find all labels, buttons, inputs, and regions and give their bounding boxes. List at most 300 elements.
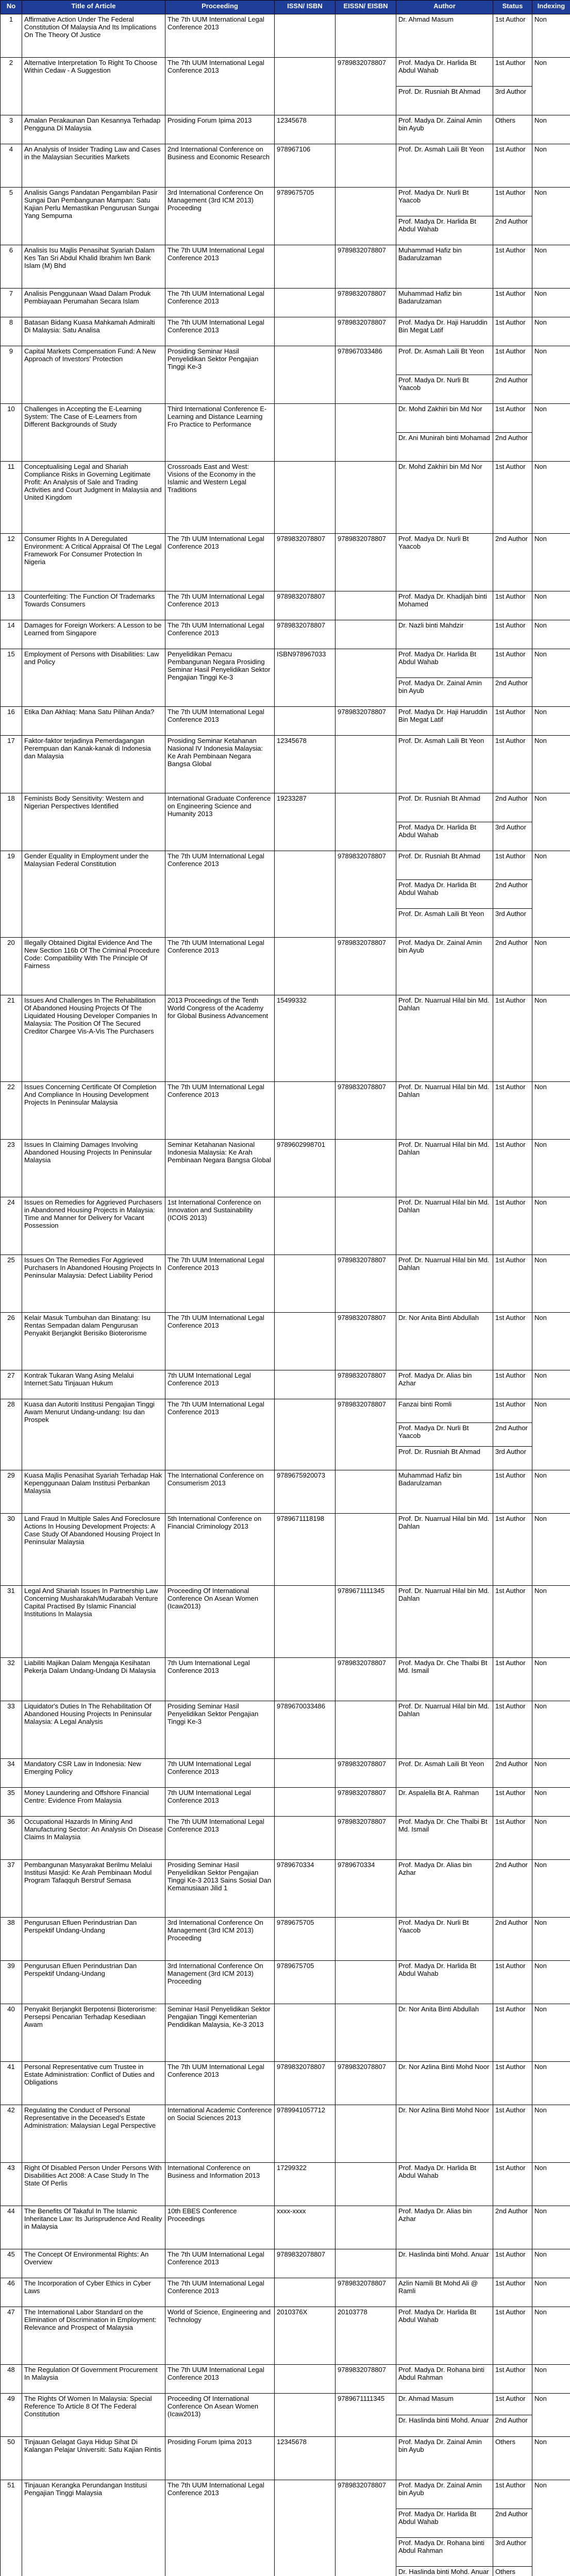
article-title: Gender Equality in Employment under the Malaysian Federal Constitution	[22, 851, 165, 938]
issn-isbn	[275, 1255, 336, 1313]
author-status: 1st Author	[493, 736, 532, 793]
article-title: Damages for Foreign Workers: A Lesson to be Learned from Singapore	[22, 620, 165, 649]
article-title: Etika Dan Akhlaq: Mana Satu Pilihan Anda?	[22, 707, 165, 736]
author-name: Prof. Dr. Nuarrual Hilal bin Md. Dahlan	[396, 1082, 493, 1140]
author-name: Dr. Mohd Zakhiri bin Md Nor	[396, 462, 493, 534]
row-number: 23	[1, 1140, 22, 1197]
indexing-value: Non	[532, 851, 570, 938]
table-row	[1, 2480, 570, 2509]
proceeding-name: The 7th UUM International Legal Conference 2013	[165, 851, 275, 938]
proceeding-name: Seminar Hasil Penyelidikan Sektor Pengajian Tinggi Kementerian Pendidikan Malaysia, Ke-3 2013	[165, 2004, 275, 2062]
article-title: Occupational Hazards In Mining And Manufacturing Sector: An Analysis On Disease Claims In Malaysia	[22, 1817, 165, 1860]
proceeding-name: The 7th UUM International Legal Conference 2013	[165, 245, 275, 289]
article-title: Issues Concerning Certificate Of Completion And Compliance In Housing Development Projects In Peninsular Malaysia	[22, 1082, 165, 1140]
article-title: Capital Markets Compensation Fund: A New Approach of Investors' Protection	[22, 346, 165, 404]
eissn-eisbn: 9789832078807	[336, 2480, 396, 2576]
indexing-value: Non	[532, 1470, 570, 1514]
author-status: 1st Author	[493, 1514, 532, 1586]
author-status: 1st Author	[493, 317, 532, 346]
indexing-value: Non	[532, 620, 570, 649]
author-name: Prof. Madya Dr. Alias bin Azhar	[396, 2206, 493, 2249]
proceeding-name: Prosiding Seminar Hasil Penyelidikan Sektor Pengajian Tinggi Ke-3 2013 Sains Sosial Dan Kemanusiaan Jilid 1	[165, 1860, 275, 1918]
row-number: 37	[1, 1860, 22, 1918]
indexing-value: Non	[532, 1514, 570, 1586]
author-status: 1st Author	[493, 289, 532, 317]
proceeding-name: 5th International Conference on Financial Criminology 2013	[165, 1514, 275, 1586]
eissn-eisbn: 9789832078807	[336, 1817, 396, 1860]
article-title: Issues In Claiming Damages Involving Abandoned Housing Projects In Peninsular Malaysia	[22, 1140, 165, 1197]
article-title: Tinjauan Gelagat Gaya Hidup Sihat Di Kalangan Pelajar Universiti: Satu Kajian Rintis	[22, 2437, 165, 2480]
table-row	[1, 2249, 570, 2278]
indexing-value: Non	[532, 1370, 570, 1399]
indexing-value: Non	[532, 245, 570, 289]
author-status: 1st Author	[493, 2394, 532, 2415]
issn-isbn: 9789832078807	[275, 2062, 336, 2105]
row-number: 1	[1, 14, 22, 58]
table-row	[1, 1399, 570, 1423]
author-status: 1st Author	[493, 1788, 532, 1817]
author-name: Dr. Nor Anita Binti Abdullah	[396, 2004, 493, 2062]
indexing-value: Non	[532, 1918, 570, 1961]
author-name: Dr. Ani Munirah binti Mohamad	[396, 433, 493, 462]
indexing-value: Non	[532, 1399, 570, 1470]
proceeding-name: International Academic Conference on Social Sciences 2013	[165, 2105, 275, 2163]
proceeding-name: Proceeding Of International Conference On Asean Women (Icaw2013)	[165, 1586, 275, 1658]
author-name: Prof. Madya Dr. Nurli Bt Yaacob	[396, 1918, 493, 1961]
table-row	[1, 14, 570, 58]
article-title: Conceptualising Legal and Shariah Compliance Risks in Governing Legitimate Profit: An Analysis of Sale and Trading Activities and Court Judgment in Malaysia and United Kingdom	[22, 462, 165, 534]
author-name: Prof. Madya Dr. Zainal Amin bin Ayub	[396, 678, 493, 707]
author-name: Prof. Madya Dr. Zainal Amin bin Ayub	[396, 2437, 493, 2480]
indexing-value: Non	[532, 188, 570, 245]
author-status: 2nd Author	[493, 2415, 532, 2437]
author-name: Muhammad Hafiz bin Badarulzaman	[396, 1470, 493, 1514]
table-row	[1, 2307, 570, 2365]
author-status: 3rd Author	[493, 2538, 532, 2567]
proceeding-name: The 7th UUM International Legal Conference 2013	[165, 1255, 275, 1313]
author-status: 1st Author	[493, 14, 532, 58]
author-status: 1st Author	[493, 620, 532, 649]
author-name: Prof. Dr. Nuarrual Hilal bin Md. Dahlan	[396, 1255, 493, 1313]
proceeding-name: Prosiding Seminar Hasil Penyelidikan Sektor Pengajian Tinggi Ke-3	[165, 346, 275, 404]
table-row	[1, 2105, 570, 2163]
table-row	[1, 317, 570, 346]
eissn-eisbn: 9789832078807	[336, 245, 396, 289]
author-name: Muhammad Hafiz bin Badarulzaman	[396, 289, 493, 317]
issn-isbn	[275, 1082, 336, 1140]
table-row	[1, 534, 570, 591]
article-title: Issues on Remedies for Aggrieved Purchasers in Abandoned Housing Projects in Malaysia: Time and Manner for Delivery for Vacant Possession	[22, 1197, 165, 1255]
author-status: 2nd Author	[493, 433, 532, 462]
indexing-value: Non	[532, 1586, 570, 1658]
proceeding-name: Proceeding Of International Conference On Asean Women (Icaw2013)	[165, 2394, 275, 2437]
article-title: Analisis Isu Majlis Penasihat Syariah Dalam Kes Tan Sri Abdul Khalid Ibrahim lwn Bank Islam (M) Bhd	[22, 245, 165, 289]
issn-isbn: xxxx-xxxx	[275, 2206, 336, 2249]
author-status: 2nd Author	[493, 375, 532, 404]
proceeding-name: 3rd International Conference On Management (3rd ICM 2013) Proceeding	[165, 1918, 275, 1961]
author-status: 1st Author	[493, 1399, 532, 1423]
article-title: Issues On The Remedies For Aggrieved Purchasers In Abandoned Housing Projects In Peninsular Malaysia: Defect Liability Period	[22, 1255, 165, 1313]
proceeding-name: 2nd International Conference on Business and Economic Research	[165, 144, 275, 188]
indexing-value: Non	[532, 2437, 570, 2480]
row-number: 26	[1, 1313, 22, 1370]
table-row	[1, 2062, 570, 2105]
proceeding-name: Seminar Ketahanan Nasional Indonesia Malaysia: Ke Arah Pembinaan Negara Bangsa Global	[165, 1140, 275, 1197]
eissn-eisbn	[336, 736, 396, 793]
eissn-eisbn: 9789832078807	[336, 1788, 396, 1817]
article-title: The Benefits Of Takaful In The Islamic Inheritance Law: Its Jurisprudence And Reality in Malaysia	[22, 2206, 165, 2249]
issn-isbn	[275, 346, 336, 404]
row-number: 38	[1, 1918, 22, 1961]
article-title: Land Fraud In Multiple Sales And Foreclosure Actions In Housing Development Projects: A Case Study Of Abandoned Housing Project In Peninsular Malaysia	[22, 1514, 165, 1586]
row-number: 21	[1, 995, 22, 1082]
row-number: 16	[1, 707, 22, 736]
row-number: 36	[1, 1817, 22, 1860]
issn-isbn: 19233287	[275, 793, 336, 851]
article-title: Regulating the Conduct of Personal Representative in the Deceased's Estate Administration: Malaysian Legal Perspective	[22, 2105, 165, 2163]
row-number: 6	[1, 245, 22, 289]
author-name: Dr. Aspalella Bt A. Rahman	[396, 1788, 493, 1817]
eissn-eisbn	[336, 1961, 396, 2004]
indexing-value: Non	[532, 2307, 570, 2365]
article-title: Pembangunan Masyarakat Berilmu Melalui Institusi Masjid: Ke Arah Pembinaan Modul Program Tafaqquh Berstruf Semasa	[22, 1860, 165, 1918]
row-number: 20	[1, 938, 22, 995]
issn-isbn: ISBN978967033	[275, 649, 336, 707]
eissn-eisbn: 9789832078807	[336, 938, 396, 995]
author-status: 1st Author	[493, 58, 532, 87]
author-name: Prof. Madya Dr. Harlida Bt Abdul Wahab	[396, 2509, 493, 2538]
issn-isbn: 9789670033486	[275, 1701, 336, 1759]
author-name: Prof. Madya Dr. Alias bin Azhar	[396, 1860, 493, 1918]
author-name: Dr. Nor Azlina Binti Mohd Noor	[396, 2105, 493, 2163]
author-status: 1st Author	[493, 2278, 532, 2307]
article-title: The Rights Of Women In Malaysia: Special Reference To Article 8 Of The Federal Constitution	[22, 2394, 165, 2437]
proceeding-name: The 7th UUM International Legal Conference 2013	[165, 1082, 275, 1140]
article-title: Penyakit Berjangkit Berpotensi Bioterorisme: Persepsi Pencarian Terhadap Kesediaan Awam	[22, 2004, 165, 2062]
proceeding-name: 7th Uum International Legal Conference 2013	[165, 1658, 275, 1701]
author-status: 1st Author	[493, 2480, 532, 2509]
table-row	[1, 58, 570, 87]
author-status: 2nd Author	[493, 2206, 532, 2249]
article-title: Kontrak Tukaran Wang Asing Melalui Internet:Satu Tinjauan Hukum	[22, 1370, 165, 1399]
row-number: 48	[1, 2365, 22, 2394]
author-name: Prof. Dr. Rusniah Bt Ahmad	[396, 851, 493, 880]
author-name: Dr. Haslinda binti Mohd. Anuar	[396, 2249, 493, 2278]
issn-isbn	[275, 317, 336, 346]
author-status: 1st Author	[493, 1817, 532, 1860]
table-row	[1, 1140, 570, 1197]
eissn-eisbn	[336, 1140, 396, 1197]
indexing-value: Non	[532, 2249, 570, 2278]
row-number: 27	[1, 1370, 22, 1399]
indexing-value: Non	[532, 2163, 570, 2206]
header-no: No	[1, 1, 22, 14]
article-title: The International Labor Standard on the Elimination of Discrimination in Employment: Relevance and Prospect of Malaysia	[22, 2307, 165, 2365]
author-status: 1st Author	[493, 2307, 532, 2365]
author-name: Prof. Dr. Nuarrual Hilal bin Md. Dahlan	[396, 1197, 493, 1255]
author-status: 1st Author	[493, 707, 532, 736]
row-number: 34	[1, 1759, 22, 1788]
article-title: Employment of Persons with Disabilities: Law and Policy	[22, 649, 165, 707]
row-number: 11	[1, 462, 22, 534]
author-status: 2nd Author	[493, 938, 532, 995]
table-row	[1, 1658, 570, 1701]
article-title: Issues And Challenges In The Rehabilitation Of Abandoned Housing Projects Of The Liquidated Housing Developer Companies In Malaysia: The Position Of The Secured Creditor Chargee Vis-A-Vis The Purchasers	[22, 995, 165, 1082]
indexing-value: Non	[532, 1082, 570, 1140]
author-status: 1st Author	[493, 245, 532, 289]
proceeding-name: 10th EBES Conference Proceedings	[165, 2206, 275, 2249]
article-title: Amalan Perakaunan Dan Kesannya Terhadap Pengguna Di Malaysia	[22, 115, 165, 144]
issn-isbn: 9789675705	[275, 1961, 336, 2004]
author-name: Prof. Dr. Asmah Laili Bt Yeon	[396, 346, 493, 375]
table-row	[1, 1759, 570, 1788]
author-name: Prof. Madya Dr. Nurli Bt Yaacob	[396, 534, 493, 591]
author-name: Prof. Madya Dr. Nurli Bt Yaacob	[396, 375, 493, 404]
author-name: Dr. Nor Azlina Binti Mohd Noor	[396, 2062, 493, 2105]
table-row	[1, 591, 570, 620]
eissn-eisbn: 9789832078807	[336, 289, 396, 317]
author-name: Prof. Madya Dr. Zainal Amin bin Ayub	[396, 115, 493, 144]
author-name: Prof. Madya Dr. Rohana binti Abdul Rahman	[396, 2365, 493, 2394]
proceeding-name: 1st International Conference on Innovation and Sustainability (ICOIS 2013)	[165, 1197, 275, 1255]
author-status: 3rd Author	[493, 1447, 532, 1470]
indexing-value: Non	[532, 2105, 570, 2163]
row-number: 44	[1, 2206, 22, 2249]
table-row	[1, 2163, 570, 2206]
author-status: 2nd Author	[493, 793, 532, 822]
indexing-value: Non	[532, 1255, 570, 1313]
row-number: 7	[1, 289, 22, 317]
author-name: Prof. Dr. Rusniah Bt Ahmad	[396, 793, 493, 822]
author-name: Prof. Madya Dr. Alias bin Azhar	[396, 1370, 493, 1399]
table-row	[1, 1701, 570, 1759]
author-name: Prof. Dr. Asmah Laili Bt Yeon	[396, 144, 493, 188]
row-number: 49	[1, 2394, 22, 2437]
row-number: 15	[1, 649, 22, 707]
author-name: Prof. Dr. Rusniah Bt Ahmad	[396, 1447, 493, 1470]
proceeding-name: The 7th UUM International Legal Conference 2013	[165, 1399, 275, 1470]
issn-isbn: 2010376X	[275, 2307, 336, 2365]
indexing-value: Non	[532, 462, 570, 534]
table-row	[1, 245, 570, 289]
table-row	[1, 289, 570, 317]
proceeding-name: Third International Conference E-Learning and Distance Learning Fro Practice to Performance	[165, 404, 275, 462]
proceeding-name: 7th UUM International Legal Conference 2013	[165, 1759, 275, 1788]
indexing-value: Non	[532, 346, 570, 404]
table-row	[1, 1918, 570, 1961]
author-name: Prof. Dr. Asmah Laili Bt Yeon	[396, 1759, 493, 1788]
author-status: 1st Author	[493, 1701, 532, 1759]
issn-isbn: 9789675705	[275, 188, 336, 245]
author-status: 1st Author	[493, 462, 532, 534]
author-status: 1st Author	[493, 2365, 532, 2394]
issn-isbn: 9789832078807	[275, 591, 336, 620]
proceeding-name: 7th UUM International Legal Conference 2013	[165, 1370, 275, 1399]
proceeding-name: 2013 Proceedings of the Tenth World Congress of the Academy for Global Business Advancement	[165, 995, 275, 1082]
eissn-eisbn: 9789832078807	[336, 58, 396, 115]
issn-isbn	[275, 1370, 336, 1399]
eissn-eisbn	[336, 2437, 396, 2480]
indexing-value: Non	[532, 736, 570, 793]
article-title: The Regulation Of Government Procurement In Malaysia	[22, 2365, 165, 2394]
proceeding-name: Prosiding Seminar Ketahanan Nasional IV Indonesia Malaysia: Ke Arah Pembinaan Negara Bangsa Global	[165, 736, 275, 793]
row-number: 30	[1, 1514, 22, 1586]
eissn-eisbn	[336, 115, 396, 144]
author-status: 1st Author	[493, 1140, 532, 1197]
eissn-eisbn	[336, 620, 396, 649]
table-row	[1, 2206, 570, 2249]
proceeding-name: 3rd International Conference On Management (3rd ICM 2013) Proceeding	[165, 188, 275, 245]
author-name: Prof. Dr. Nuarrual Hilal bin Md. Dahlan	[396, 1701, 493, 1759]
row-number: 28	[1, 1399, 22, 1470]
article-title: Pengurusan Efluen Perindustrian Dan Perspektif Undang-Undang	[22, 1961, 165, 2004]
row-number: 50	[1, 2437, 22, 2480]
proceeding-name: The International Conference on Consumerism 2013	[165, 1470, 275, 1514]
eissn-eisbn: 9789832078807	[336, 2062, 396, 2105]
author-status: 1st Author	[493, 591, 532, 620]
table-row	[1, 793, 570, 822]
header-status: Status	[493, 1, 532, 14]
author-name: Dr. Nazli binti Mahdzir	[396, 620, 493, 649]
eissn-eisbn: 9789832078807	[336, 1658, 396, 1701]
table-row	[1, 736, 570, 793]
issn-isbn	[275, 2004, 336, 2062]
eissn-eisbn: 9789671111345	[336, 1586, 396, 1658]
author-status: 3rd Author	[493, 87, 532, 115]
author-status: 1st Author	[493, 188, 532, 216]
author-name: Prof. Madya Dr. Che Thalbi Bt Md. Ismail	[396, 1817, 493, 1860]
issn-isbn	[275, 404, 336, 462]
row-number: 4	[1, 144, 22, 188]
eissn-eisbn	[336, 649, 396, 707]
article-title: Liquidator's Duties In The Rehabilitation Of Abandoned Housing Projects In Peninsular Malaysia: A Legal Analysis	[22, 1701, 165, 1759]
table-row	[1, 2365, 570, 2394]
row-number: 31	[1, 1586, 22, 1658]
eissn-eisbn: 9789832078807	[336, 1313, 396, 1370]
proceeding-name: The 7th UUM International Legal Conference 2013	[165, 289, 275, 317]
author-name: Prof. Madya Dr. Harlida Bt Abdul Wahab	[396, 2163, 493, 2206]
author-status: 1st Author	[493, 2105, 532, 2163]
article-title: Counterfeiting: The Function Of Trademarks Towards Consumers	[22, 591, 165, 620]
table-row	[1, 1514, 570, 1586]
author-name: Fanzai binti Romli	[396, 1399, 493, 1423]
author-name: Prof. Dr. Asmah Laili Bt Yeon	[396, 909, 493, 938]
indexing-value: Non	[532, 1759, 570, 1788]
issn-isbn	[275, 2394, 336, 2437]
eissn-eisbn	[336, 14, 396, 58]
proceeding-name: The 7th UUM International Legal Conference 2013	[165, 2480, 275, 2576]
proceeding-name: The 7th UUM International Legal Conference 2013	[165, 317, 275, 346]
article-title: Analisis Gangs Pandatan Pengambilan Pasir Sungai Dan Pembangunan Mampan: Satu Kajian Perlu Memastikan Pengurusan Sungai Yang Sempurna	[22, 188, 165, 245]
row-number: 22	[1, 1082, 22, 1140]
author-name: Prof. Madya Dr. Haji Haruddin Bin Megat Latif	[396, 317, 493, 346]
eissn-eisbn	[336, 1470, 396, 1514]
table-row	[1, 144, 570, 188]
author-name: Dr. Haslinda binti Mohd. Anuar	[396, 2567, 493, 2576]
table-row	[1, 462, 570, 534]
author-status: 1st Author	[493, 404, 532, 433]
indexing-value: Non	[532, 2365, 570, 2394]
row-number: 39	[1, 1961, 22, 2004]
issn-isbn	[275, 1788, 336, 1817]
indexing-value: Non	[532, 1658, 570, 1701]
article-title: Personal Representative cum Trustee in Estate Administration: Conflict of Duties and Obligations	[22, 2062, 165, 2105]
table-row	[1, 1470, 570, 1514]
author-status: 1st Author	[493, 2004, 532, 2062]
table-row	[1, 707, 570, 736]
author-status: 2nd Author	[493, 2509, 532, 2538]
indexing-value: Non	[532, 649, 570, 707]
indexing-value: Non	[532, 2278, 570, 2307]
author-name: Dr. Mohd Zakhiri bin Md Nor	[396, 404, 493, 433]
table-row	[1, 1860, 570, 1918]
table-row	[1, 1586, 570, 1658]
article-title: Feminists Body Sensitivity: Western and Nigerian Perspectives Identified	[22, 793, 165, 851]
eissn-eisbn	[336, 2004, 396, 2062]
author-status: 1st Author	[493, 1370, 532, 1399]
issn-isbn	[275, 1586, 336, 1658]
row-number: 25	[1, 1255, 22, 1313]
table-body	[1, 14, 570, 2576]
issn-isbn: 12345678	[275, 115, 336, 144]
eissn-eisbn	[336, 2206, 396, 2249]
issn-isbn	[275, 58, 336, 115]
article-title: Illegally Obtained Digital Evidence And The New Section 116b Of The Criminal Procedure Code: Compatibility With The Principle Of Fairness	[22, 938, 165, 995]
issn-isbn: 12345678	[275, 736, 336, 793]
proceeding-name: The 7th UUM International Legal Conference 2013	[165, 938, 275, 995]
article-title: Kuasa Majlis Penasihat Syariah Terhadap Hak Kepenggunaan Dalam Institusi Perbankan Malaysia	[22, 1470, 165, 1514]
issn-isbn	[275, 462, 336, 534]
issn-isbn: 9789671118198	[275, 1514, 336, 1586]
eissn-eisbn	[336, 1918, 396, 1961]
author-name: Prof. Dr. Nuarrual Hilal bin Md. Dahlan	[396, 1514, 493, 1586]
header-row	[1, 1, 570, 14]
indexing-value: Non	[532, 793, 570, 851]
article-title: Consumer Rights In A Deregulated Environment: A Critical Appraisal Of The Legal Framework For Consumer Protection In Nigeria	[22, 534, 165, 591]
eissn-eisbn	[336, 144, 396, 188]
row-number: 29	[1, 1470, 22, 1514]
author-status: 1st Author	[493, 1586, 532, 1658]
article-title: Mandatory CSR Law in Indonesia: New Emerging Policy	[22, 1759, 165, 1788]
eissn-eisbn: 9789832078807	[336, 534, 396, 591]
eissn-eisbn: 9789832078807	[336, 317, 396, 346]
author-name: Prof. Madya Dr. Zainal Amin bin Ayub	[396, 2480, 493, 2509]
issn-isbn: 12345678	[275, 2437, 336, 2480]
author-status: 1st Author	[493, 1961, 532, 2004]
table-row	[1, 2394, 570, 2415]
issn-isbn	[275, 289, 336, 317]
author-status: 1st Author	[493, 2163, 532, 2206]
proceeding-name: Prosiding Forum Ipima 2013	[165, 2437, 275, 2480]
table-row	[1, 649, 570, 678]
issn-isbn	[275, 2278, 336, 2307]
author-name: Prof. Dr. Nuarrual Hilal bin Md. Dahlan	[396, 1140, 493, 1197]
author-name: Prof. Madya Dr. Zainal Amin bin Ayub	[396, 938, 493, 995]
indexing-value: Non	[532, 289, 570, 317]
eissn-eisbn: 9789832078807	[336, 1759, 396, 1788]
table-row	[1, 1817, 570, 1860]
table-row	[1, 1788, 570, 1817]
issn-isbn: 9789832078807	[275, 2249, 336, 2278]
author-name: Azlin Namili Bt Mohd Ali @ Ramli	[396, 2278, 493, 2307]
author-status: Others	[493, 115, 532, 144]
table-row	[1, 995, 570, 1082]
indexing-value: Non	[532, 2206, 570, 2249]
proceeding-name: The 7th UUM International Legal Conference 2013	[165, 591, 275, 620]
author-name: Prof. Dr. Nuarrual Hilal bin Md. Dahlan	[396, 995, 493, 1082]
row-number: 43	[1, 2163, 22, 2206]
row-number: 13	[1, 591, 22, 620]
